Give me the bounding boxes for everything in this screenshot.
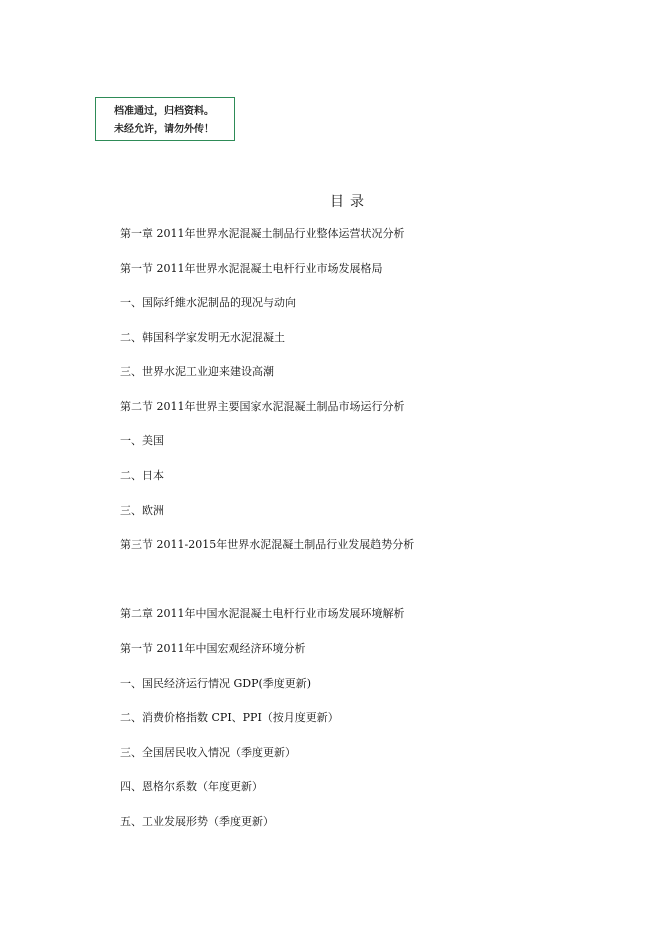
toc-section-2-1: 第一节 2011年中国宏观经济环境分析 (120, 642, 306, 655)
notice-line-1: 档准通过，归档资料。 (114, 106, 214, 117)
toc-section-1-2: 第二节 2011年世界主要国家水泥混凝土制品市场运行分析 (120, 400, 405, 413)
toc-item-2-1-2: 二、消费价格指数 CPI、PPI（按月度更新） (120, 711, 339, 724)
toc-item-2-1-4: 四、恩格尔系数（年度更新） (120, 780, 263, 793)
toc-item-1-2-1: 一、美国 (120, 434, 164, 447)
toc-item-1-1-3: 三、世界水泥工业迎来建设高潮 (120, 365, 274, 378)
toc-section-1-3: 第三节 2011-2015年世界水泥混凝土制品行业发展趋势分析 (120, 538, 415, 551)
confidential-notice-box (95, 97, 235, 141)
toc-chapter-2: 第二章 2011年中国水泥混凝土电杆行业市场发展环境解析 (120, 607, 405, 620)
toc-item-1-1-2: 二、韩国科学家发明无水泥混凝土 (120, 331, 285, 344)
toc-item-1-2-3: 三、欧洲 (120, 504, 164, 517)
toc-item-2-1-1: 一、国民经济运行情况 GDP(季度更新) (120, 677, 312, 690)
toc-item-2-1-3: 三、全国居民收入情况（季度更新） (120, 746, 296, 759)
toc-chapter-1: 第一章 2011年世界水泥混凝土制品行业整体运营状况分析 (120, 227, 405, 240)
toc-section-1-1: 第一节 2011年世界水泥混凝土电杆行业市场发展格局 (120, 262, 383, 275)
notice-line-2: 未经允许，请勿外传！ (114, 124, 214, 135)
toc-item-1-1-1: 一、国际纤維水泥制品的现况与动向 (120, 296, 296, 309)
toc-item-1-2-2: 二、日本 (120, 469, 164, 482)
toc-title: 目录 (330, 194, 370, 210)
toc-item-2-1-5: 五、工业发展形势（季度更新） (120, 815, 274, 828)
